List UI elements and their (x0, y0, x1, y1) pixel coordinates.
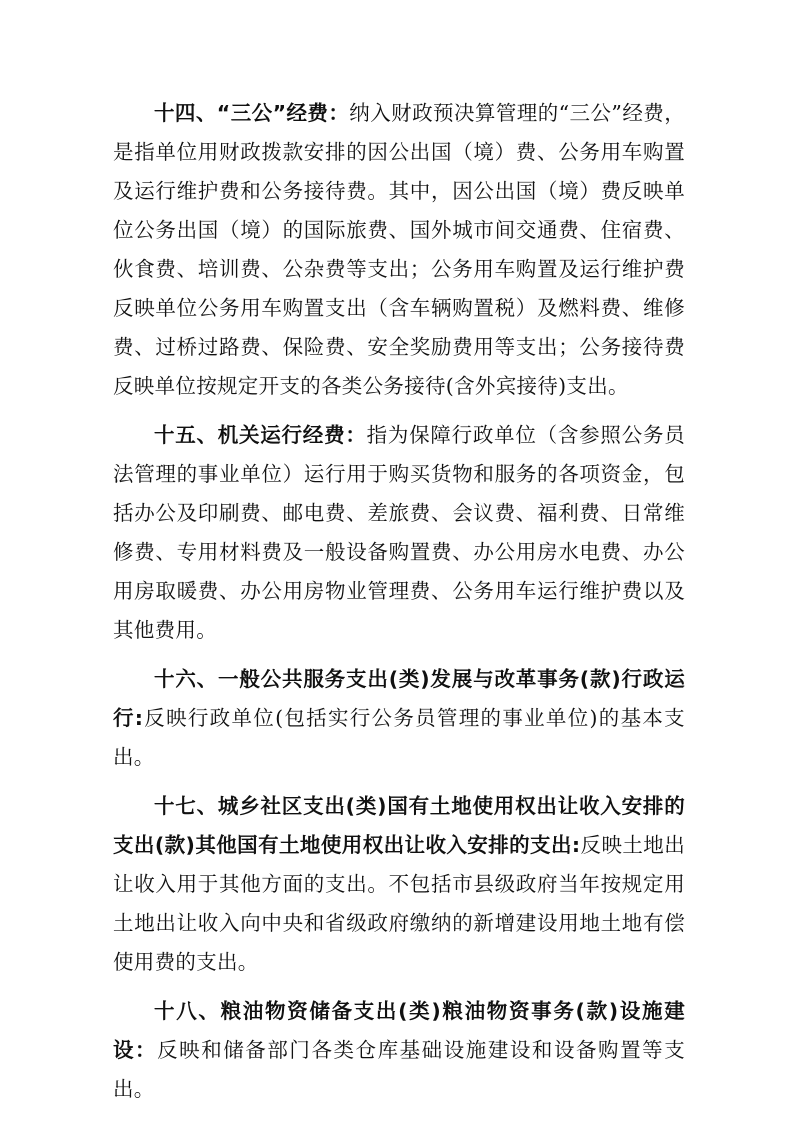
paragraph-heading: 十七、城乡社区支出(类)国有土地使用权出让收入安排的支出(款)其他国有土地使用权出让收入安排的支出: (113, 794, 685, 857)
paragraph-body: 纳入财政预决算管理的“三公”经费，是指单位用财政拨款安排的因公出国（境）费、公务用车购置及运行维护费和公务接待费。其中，因公出国（境）费反映单位公务出国（境）的国际旅费、国外城市间交通费、住宿费、伙食费、培训费、公杂费等支出；公务用车购置及运行维护费反映单位公务用车购置支出（含车辆购置税）及燃料费、维修费、过桥过路费、保险费、安全奖励费用等支出；公务接待费反映单位按规定开支的各类公务接待(含外宾接待)支出。 (113, 101, 686, 398)
paragraph-15 (113, 416, 685, 650)
paragraph-body: 反映和储备部门各类仓库基础设施建设和设备购置等支出。 (113, 1038, 686, 1101)
paragraph-heading: 十六、一般公共服务支出(类)发展与改革事务(款)行政运行: (113, 667, 685, 730)
paragraph-14 (113, 94, 685, 406)
paragraph-body: 指为保障行政单位（含参照公务员法管理的事业单位）运行用于购买货物和服务的各项资金，包括办公及印刷费、邮电费、差旅费、会议费、福利费、日常维修费、专用材料费及一般设备购置费、办公用房水电费、办公用房取暖费、办公用房物业管理费、公务用车运行维护费以及其他费用。 (113, 423, 686, 642)
paragraph-heading: 十四、“三公”经费： (154, 101, 350, 125)
paragraph-17 (113, 787, 685, 982)
paragraph-16 (113, 660, 685, 777)
paragraph-heading: 十八、粮油物资储备支出(类)粮油物资事务(款)设施建设： (113, 999, 685, 1062)
paragraph-18 (113, 992, 685, 1109)
paragraph-body: 反映行政单位(包括实行公务员管理的事业单位)的基本支出。 (113, 706, 685, 769)
paragraph-body: 反映土地出让收入用于其他方面的支出。不包括市县级政府当年按规定用土地出让收入向中央和省级政府缴纳的新增建设用地土地有偿使用费的支出。 (113, 833, 686, 974)
document-page (113, 94, 685, 1119)
paragraph-heading: 十五、机关运行经费： (154, 423, 367, 447)
